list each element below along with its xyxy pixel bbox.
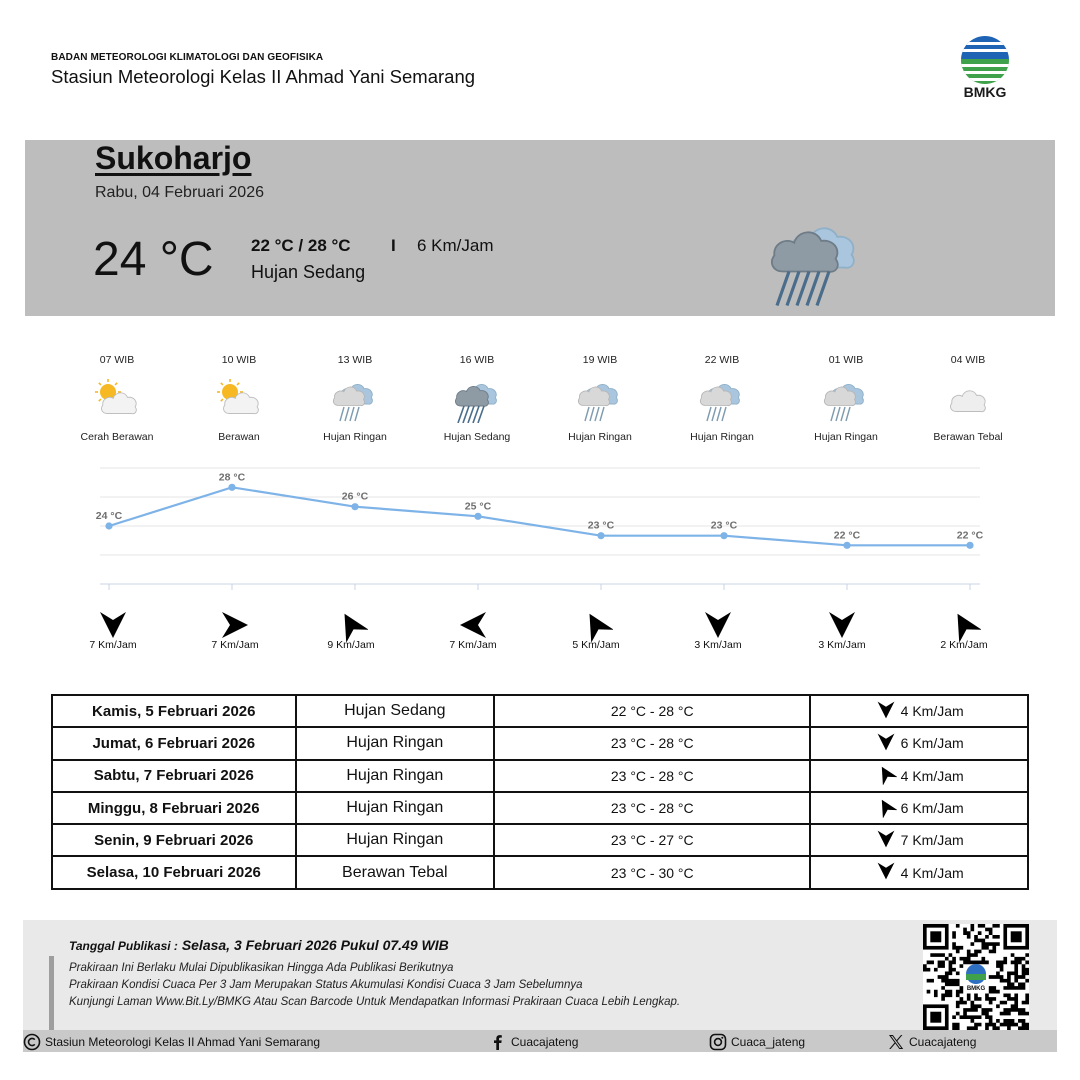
- qr-code[interactable]: [923, 924, 1029, 1030]
- condition-cell: Hujan Ringan: [296, 727, 495, 759]
- temperature-point: [351, 503, 358, 510]
- wind-cell: [810, 727, 1028, 759]
- hour-label: 16 WIB: [459, 354, 495, 366]
- facebook-handle: Cuacajateng: [511, 1035, 579, 1049]
- temperature-label: 23 °C: [710, 519, 738, 532]
- qr-logo-text: BMKG: [966, 986, 986, 992]
- logo-text: BMKG: [963, 84, 1007, 100]
- hour-label: 22 WIB: [704, 354, 740, 366]
- temperature-chart: [80, 462, 1000, 597]
- temperature-point: [843, 542, 850, 549]
- social-bar: [23, 1030, 1057, 1052]
- temperature-cell: 23 °C - 28 °C: [494, 792, 810, 824]
- temperature-cell: 22 °C - 28 °C: [494, 695, 810, 727]
- hour-condition: Hujan Sedang: [443, 431, 511, 443]
- daily-forecast-table: [51, 694, 1029, 890]
- wind-speed: 4 Km/Jam: [900, 703, 964, 720]
- footer-note: Prakiraan Ini Berlaku Mulai Dipublikasikan Hingga Ada Publikasi Berikutnya: [69, 962, 454, 974]
- footer-accent-bar: [49, 956, 54, 1030]
- wind-speed: 2 Km/Jam: [940, 639, 988, 651]
- wind-direction-icon: [701, 608, 735, 642]
- hour-condition: Cerah Berawan: [80, 431, 154, 443]
- temperature-point: [474, 513, 481, 520]
- copyright-text: Stasiun Meteorologi Kelas II Ahmad Yani Semarang: [45, 1035, 321, 1049]
- wind-direction-icon: [96, 608, 130, 642]
- wind-speed: 7 Km/Jam: [449, 639, 497, 651]
- current-date: Rabu, 04 Februari 2026: [95, 184, 264, 201]
- wind-direction-icon: [579, 608, 613, 642]
- instagram-handle: Cuaca_jateng: [731, 1035, 806, 1049]
- temperature-point: [597, 532, 604, 539]
- temperature-cell: 23 °C - 30 °C: [494, 856, 810, 888]
- temperature-label: 22 °C: [956, 529, 984, 542]
- table-row: [52, 824, 1028, 856]
- wind-speed: 7 Km/Jam: [89, 639, 137, 651]
- temperature-label: 25 °C: [464, 500, 492, 513]
- temperature-point: [228, 484, 235, 491]
- wind-cell: [810, 792, 1028, 824]
- temperature-label: 23 °C: [587, 519, 615, 532]
- hour-condition: Hujan Ringan: [690, 431, 754, 443]
- bmkg-logo: [955, 34, 1015, 104]
- wind-direction-icon: [875, 731, 897, 756]
- facebook-link[interactable]: [489, 1033, 578, 1051]
- hour-label: 04 WIB: [950, 354, 986, 366]
- table-row: [52, 760, 1028, 792]
- hour-condition: Hujan Ringan: [814, 431, 878, 443]
- light-rain-icon: [697, 377, 747, 423]
- wind-direction-icon: [947, 608, 981, 642]
- day-cell: Selasa, 10 Februari 2026: [52, 856, 296, 888]
- wind-cell: [810, 824, 1028, 856]
- wind-speed: 5 Km/Jam: [572, 639, 620, 651]
- wind-speed: 7 Km/Jam: [211, 639, 259, 651]
- footer-info: [23, 920, 1057, 1030]
- temperature-label: 28 °C: [218, 471, 246, 484]
- footer-note: Prakiraan Kondisi Cuaca Per 3 Jam Merupakan Status Akumulasi Kondisi Cuaca 3 Jam Sebelumnya: [69, 979, 583, 991]
- wind-cell: [810, 695, 1028, 727]
- table-row: [52, 695, 1028, 727]
- wind-speed: 6 Km/Jam: [900, 735, 964, 752]
- bmkg-emblem-icon: [955, 34, 1015, 84]
- day-cell: Minggu, 8 Februari 2026: [52, 792, 296, 824]
- publication-date: [69, 937, 449, 953]
- publication-label: Tanggal Publikasi :: [69, 939, 178, 953]
- overcast-icon: [943, 377, 993, 423]
- day-cell: Jumat, 6 Februari 2026: [52, 727, 296, 759]
- condition-cell: Hujan Ringan: [296, 824, 495, 856]
- hour-label: 10 WIB: [221, 354, 257, 366]
- station-name: Stasiun Meteorologi Kelas II Ahmad Yani Semarang: [51, 66, 476, 87]
- publication-value: Selasa, 3 Februari 2026 Pukul 07.49 WIB: [181, 937, 449, 953]
- wind-speed: 7 Km/Jam: [900, 832, 964, 849]
- hour-label: 19 WIB: [582, 354, 618, 366]
- current-weather-panel: [25, 140, 1055, 316]
- wind-direction-icon: [456, 608, 490, 642]
- wind-cell: [810, 856, 1028, 888]
- light-rain-icon: [575, 377, 625, 423]
- wind-direction-icon: [875, 860, 897, 885]
- wind-direction-icon: [875, 796, 897, 821]
- current-temperature: 24 °C: [93, 233, 214, 286]
- day-cell: Sabtu, 7 Februari 2026: [52, 760, 296, 792]
- qr-finder: [1011, 931, 1022, 942]
- wind-direction-icon: [875, 763, 897, 788]
- day-cell: Senin, 9 Februari 2026: [52, 824, 296, 856]
- temperature-label: 26 °C: [341, 490, 369, 503]
- wind-direction-icon: [218, 608, 252, 642]
- condition-cell: Hujan Ringan: [296, 760, 495, 792]
- current-wind: 6 Km/Jam: [417, 236, 494, 255]
- x-logo-icon: [887, 1033, 905, 1051]
- hour-label: 01 WIB: [828, 354, 864, 366]
- temperature-cell: 23 °C - 27 °C: [494, 824, 810, 856]
- temperature-point: [966, 542, 973, 549]
- footer-note: Kunjungi Laman Www.Bit.Ly/BMKG Atau Scan Barcode Untuk Mendapatkan Informasi Prakiraan Cuaca Lebih Lengkap.: [69, 996, 681, 1008]
- instagram-icon: [709, 1033, 727, 1051]
- qr-finder: [930, 1012, 941, 1023]
- current-condition: Hujan Sedang: [251, 262, 366, 282]
- separator: I: [391, 236, 396, 255]
- x-handle: Cuacajateng: [909, 1035, 977, 1049]
- hour-condition: Berawan: [218, 431, 260, 443]
- x-link[interactable]: [887, 1033, 976, 1051]
- wind-direction-icon: [334, 608, 368, 642]
- wind-speed: 3 Km/Jam: [818, 639, 866, 651]
- facebook-icon: [489, 1033, 507, 1051]
- hour-label: 13 WIB: [337, 354, 373, 366]
- qr-finder: [930, 931, 941, 942]
- wind-direction-icon: [825, 608, 859, 642]
- hour-condition: Hujan Ringan: [568, 431, 632, 443]
- table-row: [52, 792, 1028, 824]
- sun-cloud-icon: [92, 377, 142, 423]
- wind-speed: 4 Km/Jam: [900, 864, 964, 881]
- hour-condition: Berawan Tebal: [933, 431, 1003, 443]
- condition-cell: Hujan Ringan: [296, 792, 495, 824]
- hour-label: 07 WIB: [99, 354, 135, 366]
- city-name: Sukoharjo: [95, 140, 252, 176]
- day-cell: Kamis, 5 Februari 2026: [52, 695, 296, 727]
- table-row: [52, 727, 1028, 759]
- agency-name: BADAN METEOROLOGI KLIMATOLOGI DAN GEOFISIKA: [51, 52, 324, 63]
- wind-speed: 3 Km/Jam: [694, 639, 742, 651]
- wind-speed: 4 Km/Jam: [900, 767, 964, 784]
- temperature-cell: 23 °C - 28 °C: [494, 760, 810, 792]
- wind-speed: 6 Km/Jam: [900, 800, 964, 817]
- temperature-label: 22 °C: [833, 529, 861, 542]
- wind-direction-icon: [875, 699, 897, 724]
- temperature-point: [720, 532, 727, 539]
- copyright-icon: [23, 1033, 41, 1051]
- temperature-label: 24 °C: [95, 510, 123, 522]
- qr-logo-band: [966, 974, 986, 980]
- sun-cloud-icon: [214, 377, 264, 423]
- condition-cell: Berawan Tebal: [296, 856, 495, 888]
- wind-direction-icon: [875, 828, 897, 853]
- heavy-rain-icon: [452, 377, 502, 423]
- wind-speed: 9 Km/Jam: [327, 639, 375, 651]
- heavy-rain-icon: [765, 212, 865, 307]
- temperature-point: [105, 522, 112, 529]
- light-rain-icon: [821, 377, 871, 423]
- temperature-range: 22 °C / 28 °C: [251, 236, 351, 255]
- wind-cell: [810, 760, 1028, 792]
- temperature-cell: 23 °C - 28 °C: [494, 727, 810, 759]
- table-row: [52, 856, 1028, 888]
- copyright-item: [23, 1033, 320, 1051]
- condition-cell: Hujan Sedang: [296, 695, 495, 727]
- instagram-link[interactable]: [709, 1033, 805, 1051]
- hour-condition: Hujan Ringan: [323, 431, 387, 443]
- light-rain-icon: [330, 377, 380, 423]
